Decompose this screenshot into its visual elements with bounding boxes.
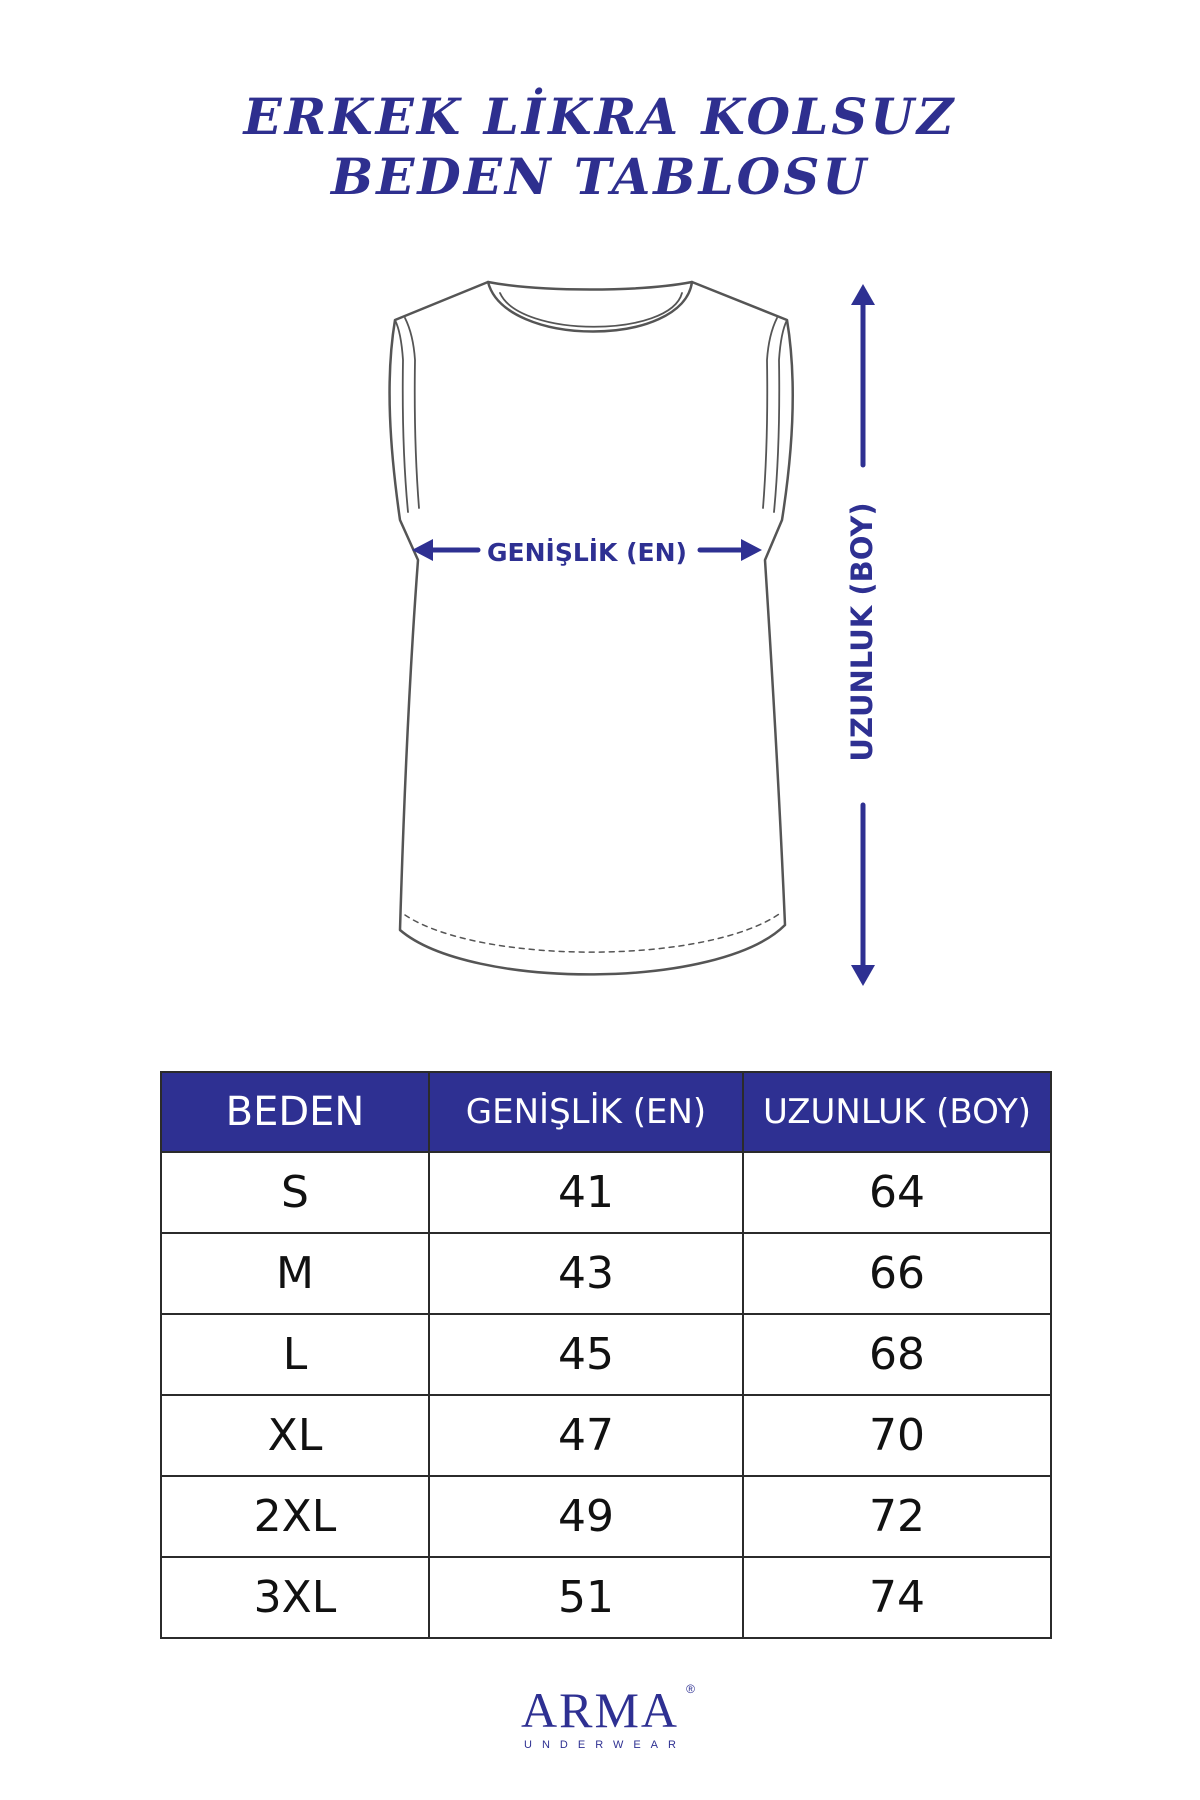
length-label: UZUNLUK (BOY) [845,502,879,762]
size-table-header-row [161,1072,1051,1152]
brand-name-wrap [520,1682,698,1738]
width-cell: 49 [429,1476,743,1557]
brand-logo [0,1682,1200,1751]
table-row [161,1476,1051,1557]
length-cell: 74 [743,1557,1051,1638]
width-cell: 45 [429,1314,743,1395]
brand-subtitle: UNDERWEAR [524,1739,686,1751]
table-row [161,1395,1051,1476]
width-label: GENİŞLİK (EN) [487,538,687,567]
brand-name: ARMA [520,1682,680,1738]
page-title-line-2: BEDEN TABLOSU [331,147,869,206]
size-cell: XL [161,1395,429,1476]
width-cell: 43 [429,1233,743,1314]
width-cell: 47 [429,1395,743,1476]
length-cell: 66 [743,1233,1051,1314]
registered-mark: ® [686,1682,698,1696]
length-cell: 68 [743,1314,1051,1395]
table-row [161,1557,1051,1638]
table-row [161,1152,1051,1233]
header-genislik: GENİŞLİK (EN) [429,1072,743,1152]
length-cell: 64 [743,1152,1051,1233]
size-cell: S [161,1152,429,1233]
width-cell: 41 [429,1152,743,1233]
table-row [161,1314,1051,1395]
length-cell: 70 [743,1395,1051,1476]
sleeveless-shirt-icon [390,282,793,974]
table-row [161,1233,1051,1314]
width-cell: 51 [429,1557,743,1638]
header-uzunluk: UZUNLUK (BOY) [743,1072,1051,1152]
length-cell: 72 [743,1476,1051,1557]
size-cell: M [161,1233,429,1314]
size-table [160,1071,1052,1639]
size-cell: 3XL [161,1557,429,1638]
size-cell: 2XL [161,1476,429,1557]
size-cell: L [161,1314,429,1395]
header-beden: BEDEN [161,1072,429,1152]
page-title-line-1: ERKEK LİKRA KOLSUZ [243,87,957,146]
